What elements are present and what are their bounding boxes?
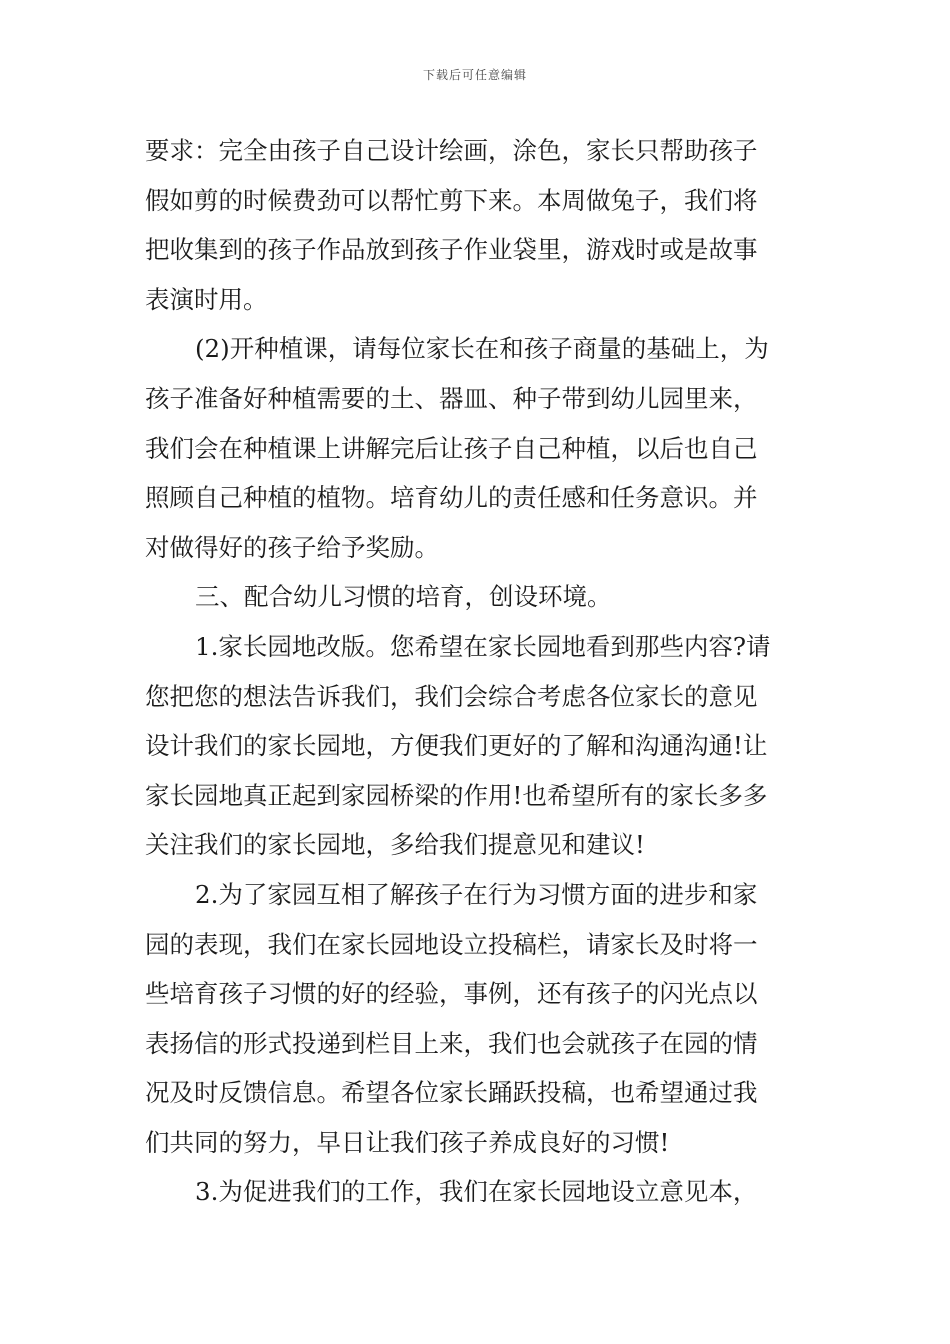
text-line: 对做得好的孩子给予奖励。 [145,532,439,562]
paragraph-first-line: 3.为促进我们的工作，我们在家长园地设立意见本， [195,1177,758,1207]
text-line: 设计我们的家长园地，方便我们更好的了解和沟通沟通!让 [145,731,768,761]
text-line: 关注我们的家长园地，多给我们提意见和建议! [145,830,645,860]
text-line: 假如剪的时候费劲可以帮忙剪下来。本周做兔子，我们将 [145,185,758,215]
section-heading: 三、配合幼儿习惯的培育，创设环境。 [195,582,612,612]
text-line: 您把您的想法告诉我们，我们会综合考虑各位家长的意见 [145,681,758,711]
paragraph-first-line: 2.为了家园互相了解孩子在行为习惯方面的进步和家 [195,879,758,909]
text-line: 们共同的努力，早日让我们孩子养成良好的习惯! [145,1127,670,1157]
text-line: 表演时用。 [145,284,268,314]
page-header: 下载后可任意编辑 [422,68,527,82]
text-line: 把收集到的孩子作品放到孩子作业袋里，游戏时或是故事 [145,235,758,265]
text-line: 况及时反馈信息。希望各位家长踊跃投稿，也希望通过我 [145,1078,758,1108]
text-line: 家长园地真正起到家园桥梁的作用!也希望所有的家长多多 [145,780,768,810]
paragraph-first-line: 1.家长园地改版。您希望在家长园地看到那些内容?请 [195,631,771,661]
text-line: 表扬信的形式投递到栏目上来，我们也会就孩子在园的情 [145,1028,758,1058]
text-line: 孩子准备好种植需要的土、器皿、种子带到幼儿园里来， [145,383,758,413]
text-line: 要求：完全由孩子自己设计绘画，涂色，家长只帮助孩子 [145,136,758,165]
text-line: 园的表现，我们在家长园地设立投稿栏，请家长及时将一 [145,929,758,959]
paragraph-first-line: (2)开种植课，请每位家长在和孩子商量的基础上，为 [195,334,769,364]
document-body [145,126,810,1217]
text-line: 照顾自己种植的植物。培育幼儿的责任感和任务意识。并 [145,483,758,513]
text-line: 些培育孩子习惯的好的经验，事例，还有孩子的闪光点以 [145,979,758,1009]
text-line: 我们会在种植课上讲解完后让孩子自己种植，以后也自己 [145,433,758,463]
